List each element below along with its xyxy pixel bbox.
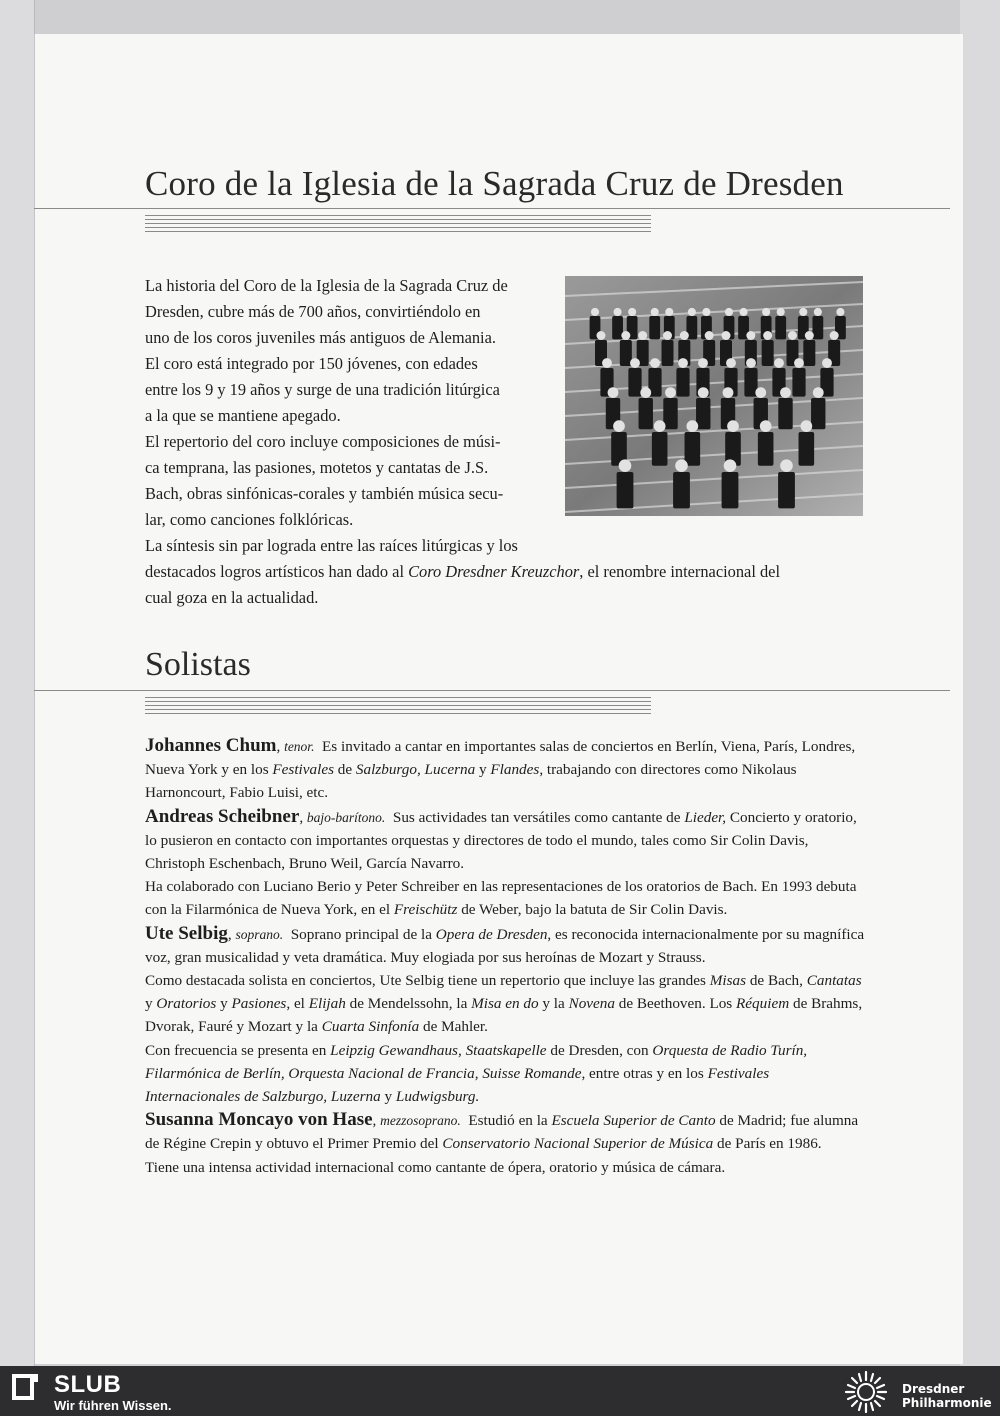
soloists-rule	[34, 690, 950, 691]
title-rule	[34, 208, 950, 209]
bio-selbig: Ute Selbig, soprano. Soprano principal de la Opera de Dresden, es reconocida internacionalmente por su magnífica voz, gran musicalidad y veta dramática. Muy elogiada por sus heroínas de Mozart y Strauss.	[145, 922, 865, 966]
intro-line: uno de los coros juveniles más antiguos de Alemania.	[145, 328, 496, 347]
intro-line: La síntesis sin par lograda entre las raíces litúrgicas y los	[145, 536, 518, 555]
intro-line: lar, como canciones folklóricas.	[145, 510, 354, 529]
bio-scheibner-cont: Ha colaborado con Luciano Berio y Peter Schreiber en las representaciones de los oratorios de Bach. En 1993 debuta con la Filarmónica de Nueva York, en el Freischütz de Weber, bajo la batuta de Sir Colin Davis.	[145, 878, 857, 919]
choir-photo	[565, 276, 863, 516]
slub-logo-tagline: Wir führen Wissen.	[54, 1398, 172, 1413]
bio-chum: Johannes Chum, tenor. Es invitado a cantar en importantes salas de conciertos en Berlín, Viena, París, Londres, Nueva York y en los Festivales de Salzburgo, Lucerna y Flandes, trabajando con directores como Nikolaus Harnoncourt, Fabio Luisi, etc.	[145, 735, 856, 802]
philharmonie-name-line2: Philharmonie	[902, 1396, 992, 1410]
philharmonie-logo-icon	[840, 1369, 892, 1415]
intro-closing-line: destacados logros artísticos han dado al Coro Dresdner Kreuzchor, el renombre internacional del	[145, 562, 780, 581]
slub-logo-icon	[10, 1372, 40, 1402]
scan-right-margin	[960, 0, 1000, 1366]
intro-line: cual goza en la actualidad.	[145, 588, 319, 607]
intro-line: El coro está integrado por 150 jóvenes, con edades	[145, 354, 478, 373]
intro-line: entre los 9 y 19 años y surge de una tradición litúrgica	[145, 380, 500, 399]
intro-line: El repertorio del coro incluye composiciones de músi-	[145, 432, 501, 451]
intro-line: a la que se mantiene apegado.	[145, 406, 341, 425]
bio-selbig-cont: Como destacada solista en conciertos, Ute Selbig tiene un repertorio que incluye las grandes Misas de Bach, Cantatas y Oratorios y Pasiones, el Elijah de Mendelssohn, la Misa en do y la Novena de Beethoven. Los Réquiem de Brahms, Dvorak, Fauré y Mozart y la Cuarta Sinfonía de Mahler.	[145, 972, 863, 1036]
scan-left-margin	[0, 0, 35, 1366]
soloists-heading: Solistas	[145, 646, 251, 683]
slub-logo-title: SLUB	[54, 1371, 122, 1398]
bio-selbig-venues: Con frecuencia se presenta en Leipzig Gewandhaus, Staatskapelle de Dresden, con Orquesta de Radio Turín, Filarmónica de Berlín, Orquesta Nacional de Francia, Suisse Romande, entre otras y en los Festivales Internacionales de Salzburgo, Luzerna y Ludwigsburg.	[145, 1041, 808, 1106]
intro-line: Dresden, cubre más de 700 años, convirtiéndolo en	[145, 302, 481, 321]
philharmonie-logo-text	[902, 1382, 992, 1410]
intro-line: ca temprana, las pasiones, motetos y cantatas de J.S.	[145, 458, 489, 477]
page-title: Coro de la Iglesia de la Sagrada Cruz de Dresden	[145, 164, 844, 203]
bio-scheibner: Andreas Scheibner, bajo-barítono. Sus actividades tan versátiles como cantante de Lieder, Concierto y oratorio, lo pusieron en contacto con importantes orquestas y directores de todo el mundo, tales como Sir Colin Davis, Christoph Eschenbach, Bruno Weil, García Navarro.	[145, 805, 857, 873]
bio-moncayo: Susanna Moncayo von Hase, mezzosoprano. Estudió en la Escuela Superior de Canto de Madrid; fue alumna de Régine Crepin y obtuvo el Primer Premio del Conservatorio Nacional Superior de Música de París en 1986.	[145, 1109, 859, 1153]
soloists-bios	[145, 734, 865, 1179]
bio-moncayo-cont: Tiene una intensa actividad internacional como cantante de ópera, oratorio y música de cámara.	[145, 1158, 726, 1176]
intro-line: Bach, obras sinfónicas-corales y también música secu-	[145, 484, 504, 503]
intro-line: La historia del Coro de la Iglesia de la Sagrada Cruz de	[145, 276, 508, 295]
philharmonie-name-line1: Dresdner	[902, 1382, 965, 1396]
